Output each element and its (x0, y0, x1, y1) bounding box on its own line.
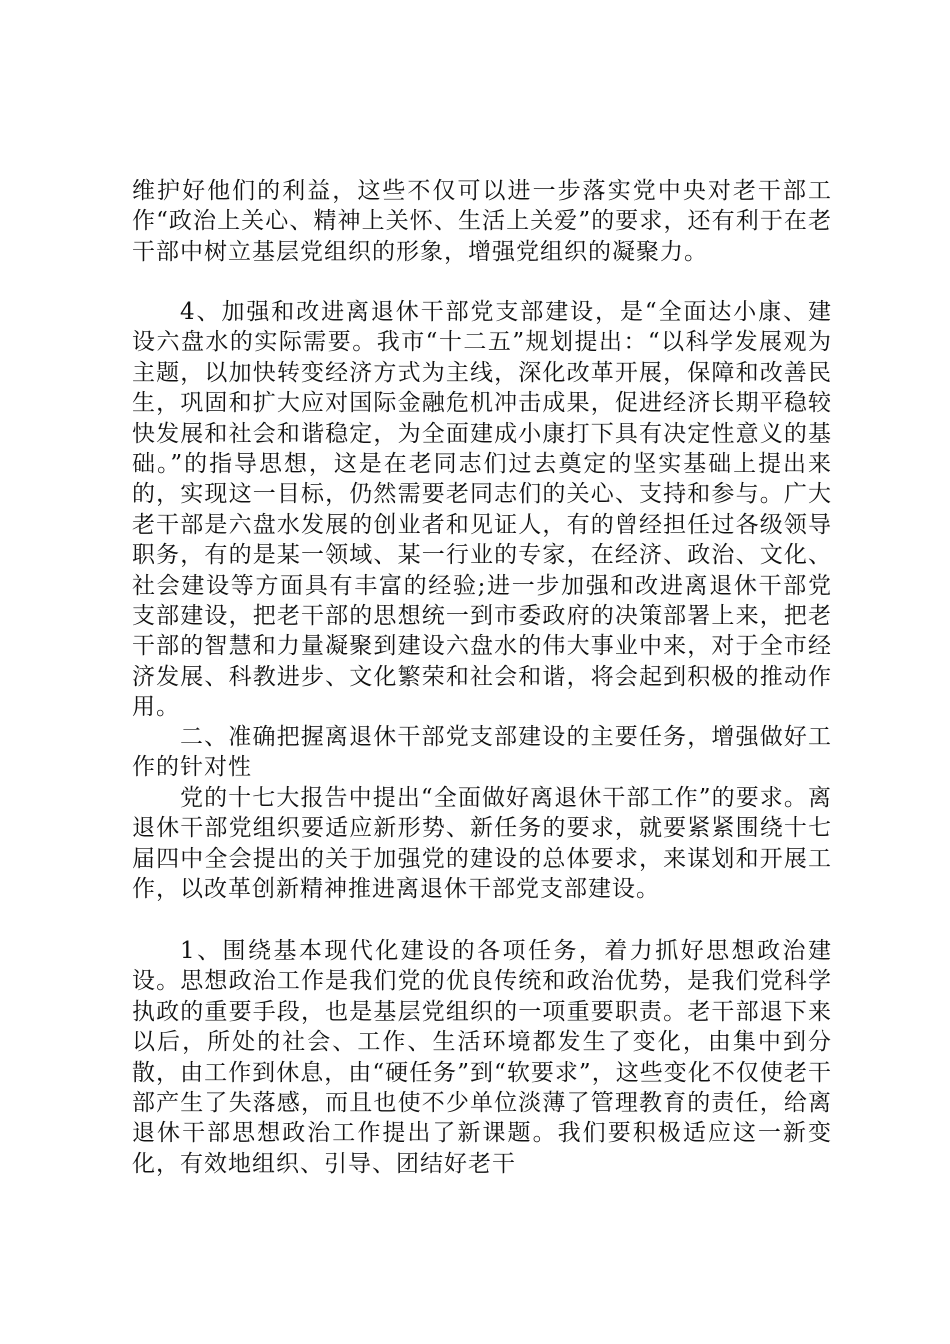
section-heading-2: 二、准确把握离退休干部党支部建设的主要任务，增强做好工作的针对性 (132, 724, 832, 781)
paragraph-continuation: 维护好他们的利益，这些不仅可以进一步落实党中央对老干部工作“政治上关心、精神上关怀、生活上关爱”的要求，还有利于在老干部中树立基层党组织的形象，增强党组织的凝聚力。 (132, 178, 832, 265)
paragraph-point-1: 1、围绕基本现代化建设的各项任务，着力抓好思想政治建设。思想政治工作是我们党的优良传统和政治优势，是我们党科学执政的重要手段，也是基层党组织的一项重要职责。老干部退下来以后，所处的社会、工作、生活环境都发生了变化，由集中到分散，由工作到休息，由“硬任务”到“软要求”，这些变化不仅使老干部产生了失落感，而且也使不少单位淡薄了管理教育的责任，给离退休干部思想政治工作提出了新课题。我们要积极适应这一新变化，有效地组织、引导、团结好老干 (132, 938, 832, 1177)
paragraph-point-4: 4、加强和改进离退休干部党支部建设，是“全面达小康、建设六盘水的实际需要。我市“十二五”规划提出：“以科学发展观为主题，以加快转变经济方式为主线，深化改革开展，保障和改善民生，巩固和扩大应对国际金融危机冲击成果，促进经济长期平稳较快发展和社会和谐稳定，为全面建成小康打下具有决定性意义的基础。”的指导思想，这是在老同志们过去奠定的坚实基础上提出来的，实现这一目标，仍然需要老同志们的关心、支持和参与。广大老干部是六盘水发展的创业者和见证人，有的曾经担任过各级领导职务，有的是某一领域、某一行业的专家，在经济、政治、文化、社会建设等方面具有丰富的经验;进一步加强和改进离退休干部党支部建设，把老干部的思想统一到市委政府的决策部署上来，把老干部的智慧和力量凝聚到建设六盘水的伟大事业中来，对于全市经济发展、科教进步、文化繁荣和社会和谐，将会起到积极的推动作用。 (132, 299, 832, 721)
paragraph-intro-section-2: 党的十七大报告中提出“全面做好离退休干部工作”的要求。离退休干部党组织要适应新形势、新任务的要求，就要紧紧围绕十七届四中全会提出的关于加强党的建设的总体要求，来谋划和开展工作，以改革创新精神推进离退休干部党支部建设。 (132, 785, 832, 903)
